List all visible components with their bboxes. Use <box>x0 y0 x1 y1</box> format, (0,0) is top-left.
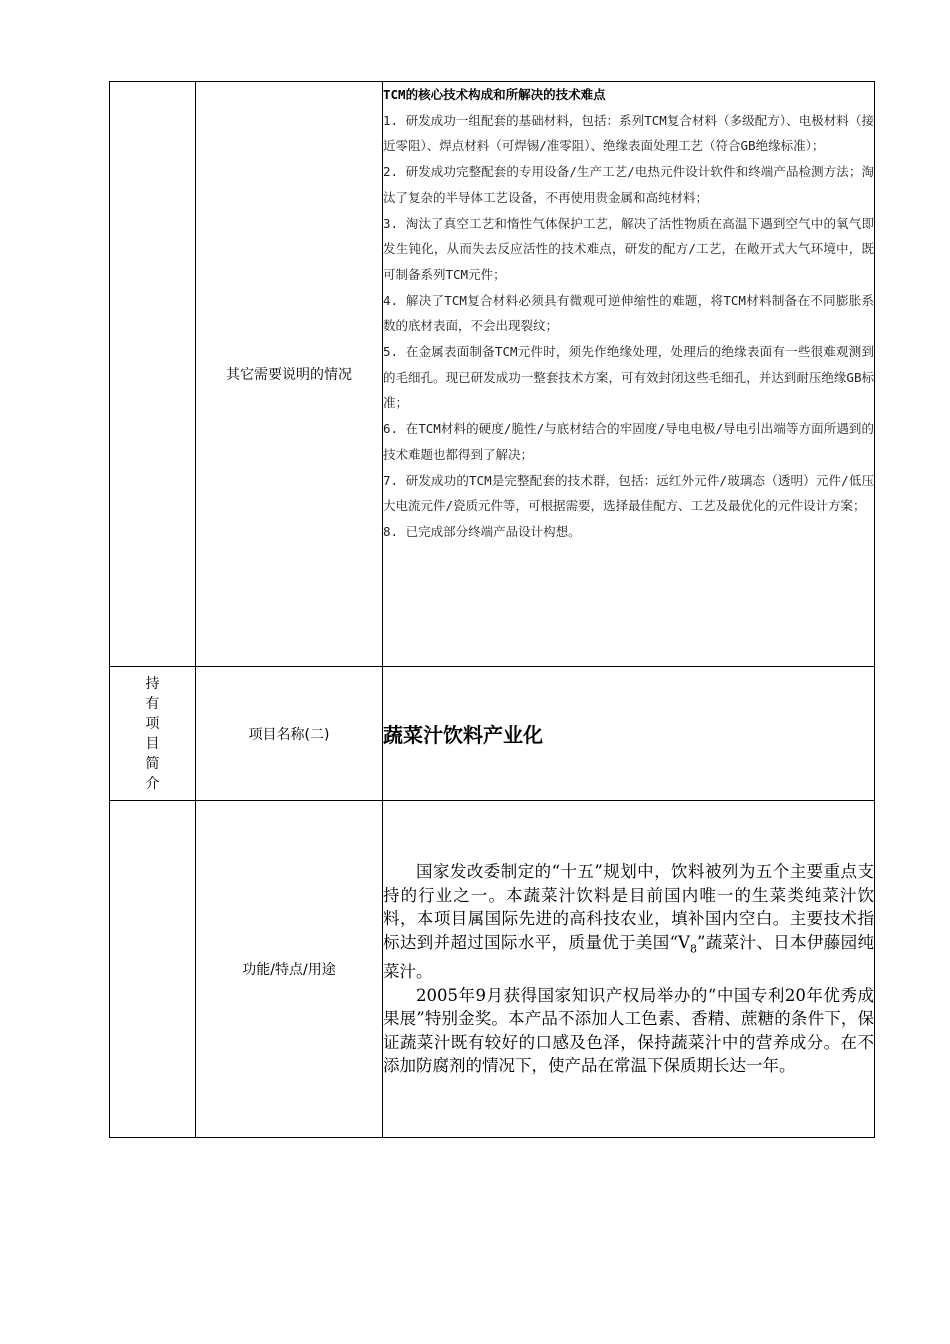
function-label: 功能/特点/用途 <box>196 801 383 1138</box>
project-name-label: 项目名称(二) <box>196 667 383 801</box>
tech-description-cell <box>383 82 875 667</box>
tech-item: 5. 在金属表面制备TCM元件时，须先作绝缘处理，处理后的绝缘表面有一些很难观测到的毛细孔。现已研发成功一整套技术方案，可有效封闭这些毛细孔，并达到耐压绝缘GB标准； <box>383 344 874 411</box>
table-row <box>110 82 875 667</box>
section-label-vertical: 持 有 项 目 简 介 <box>110 667 196 801</box>
function-description <box>383 801 875 1138</box>
empty-cell <box>110 801 196 1138</box>
tech-item: 6. 在TCM材料的硬度/脆性/与底材结合的牢固度/导电电极/导电引出端等方面所遇到的技术难题也都得到了解决； <box>383 421 874 462</box>
function-paragraph-2: 2005年9月获得国家知识产权局举办的“中国专利20年优秀成果展”特别金奖。本产品不添加人工色素、香精、蔗糖的条件下，保证蔬菜汁既有较好的口感及色泽，保持蔬菜汁中的营养成分。在不添加防腐剂的情况下，使产品在常温下保质期长达一年。 <box>383 985 874 1076</box>
table-row <box>110 667 875 801</box>
project-info-table <box>109 81 875 1138</box>
tech-item: 8. 已完成部分终端产品设计构想。 <box>383 523 581 539</box>
tech-item: 3. 淘汰了真空工艺和惰性气体保护工艺，解决了活性物质在高温下遇到空气中的氧气即发生钝化，从而失去反应活性的技术难点，研发的配方/工艺，在敞开式大气环境中，既可制备系列TCM元件； <box>383 215 874 282</box>
function-paragraph-1: 国家发改委制定的“十五”规划中，饮料被列为五个主要重点支持的行业之一。本蔬菜汁饮料是目前国内唯一的生菜类纯菜汁饮料，本项目属国际先进的高科技农业，填补国内空白。主要技术指标达到并超过国际水平，质量优于美国“$V_8$”蔬菜汁、日本伊藤园纯菜汁。 <box>383 862 874 982</box>
other-info-label: 其它需要说明的情况 <box>196 82 383 667</box>
project-name: 蔬菜汁饮料产业化 <box>383 667 875 801</box>
tech-item: 1. 研发成功一组配套的基础材料，包括：系列TCM复合材料（多级配方）、电极材料（接近零阻）、焊点材料（可焊锡/准零阻）、绝缘表面处理工艺（符合GB绝缘标准）； <box>383 112 874 154</box>
table-row <box>110 801 875 1138</box>
tech-item: 7. 研发成功的TCM是完整配套的技术群，包括：远红外元件/玻璃态（透明）元件/低压大电流元件/瓷质元件等，可根据需要，选择最佳配方、工艺及最优化的元件设计方案； <box>383 472 874 514</box>
tech-title: TCM的核心技术构成和所解决的技术难点 <box>383 87 606 102</box>
empty-cell <box>110 82 196 667</box>
tech-item: 2. 研发成功完整配套的专用设备/生产工艺/电热元件设计软件和终端产品检测方法；淘汰了复杂的半导体工艺设备，不再使用贵金属和高纯材料； <box>383 164 874 205</box>
tech-item: 4. 解决了TCM复合材料必须具有微观可逆伸缩性的难题，将TCM材料制备在不同膨胀系数的底材表面，不会出现裂纹； <box>383 292 874 334</box>
